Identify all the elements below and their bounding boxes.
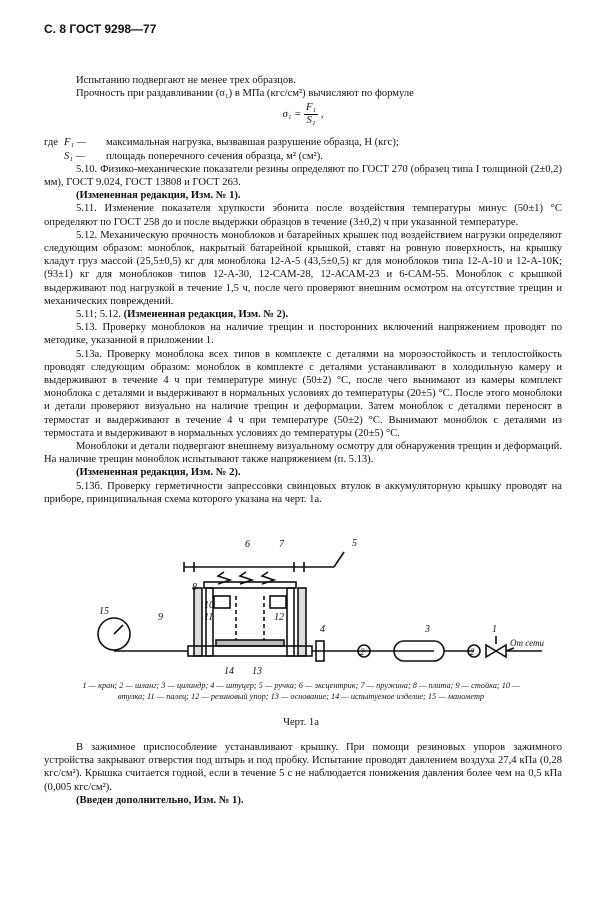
diagram-label: 2: [360, 647, 365, 657]
diagram-label: 10: [204, 600, 214, 611]
paragraph-monoblocks: Моноблоки и детали подвергают внешнему визуальному осмотру для обнаружения трещин и деформаций. На наличие трещин моноблок испытывают также напряжением (п. 5.13).: [44, 441, 562, 466]
diagram-label: 13: [252, 666, 262, 677]
paragraph: Прочность при раздавливании (σ₁) в МПа (кгс/см²) вычисляют по формуле: [76, 88, 414, 100]
amendment-note: (Введен дополнительно, Изм. № 1).: [76, 794, 244, 806]
definition-row: [44, 150, 562, 163]
paragraph-5-11: 5.11. Изменение показателя хрупкости эбонита после воздействия температуры минус (50±1) °С определяют по ГОСТ 258 до и после выдержки образцов в течение (3±0,2) ч при указанной температуре.: [44, 203, 562, 228]
plate: [204, 582, 296, 588]
definition-symbol: S₁ —: [64, 150, 86, 162]
definition-where: где: [44, 137, 58, 149]
paragraph-5-13b: 5.13б. Проверку герметичности запрессовки свинцовых втулок в аккумуляторную крышку проводят на приборе, принципиальная схема которого указана на черт. 1а.: [44, 480, 562, 505]
paragraph: Испытанию подвергают не менее трех образцов.: [76, 75, 296, 86]
diagram-label: 8: [192, 582, 197, 593]
definition-row: [44, 136, 562, 149]
diagram-label: 4: [320, 624, 325, 635]
amendment-note: (Измененная редакция, Изм. № 1).: [76, 190, 241, 202]
diagram-label: 9: [158, 612, 163, 623]
from-net-label: От сети: [510, 638, 545, 648]
paragraph-5-13a: 5.13а. Проверку моноблока всех типов в комплекте с деталями на морозостойкость и теплостойкость проводят следующим образом: моноблок в комплекте с деталями устанавливают в холодильную камеру и выдерживают в течение 4 ч при температуре минус (50±2) °С, после чего вынимают из камеры комплект моноблока с деталями и выдерживают в нормальных условиях до температуры (20±5) °С. После этого моноблоки и детали проверяют визуально на наличие трещин и деформации. Затем моноблок с деталями переносят в термостат и выдерживают в течение 4 ч при температуре (50±2) °С. Вынимают моноблок с деталями из термостата и выдерживают в нормальных условиях до температуры (20±5) °С.: [44, 348, 562, 439]
formula-tail: ,: [320, 109, 324, 121]
formula-fraction: [304, 102, 318, 127]
main-text: [44, 74, 562, 506]
formula-lhs: σ₁ =: [282, 109, 302, 121]
diagram-label: 3: [425, 624, 430, 635]
paragraph-5-12: 5.12. Механическую прочность моноблоков и батарейных крышек под воздействием нагрузки определяют следующим образом: моноблок, накрытый батарейной крышкой, ставят на ровную поверхность, на крышку кладут груз массой (25,5±0,5) кг для моноблока 12-А-5 (43,5±0,5) кг для моноблоков типа 12-А-10 и 12-А-10К; (93±1) кг для моноблоков типов 12-А-30, 12-САМ-28, 12-АСАМ-23 и 6-САМ-55. Моноблок с крышкой выдерживают под нагрузкой в течение 1,5 ч, после чего проверяют внешним осмотром на отсутствие трещин и механических повреждений.: [44, 229, 562, 307]
formula-numerator: F₁: [305, 102, 317, 114]
paragraph-final: В зажимное приспособление устанавливают крышку. При помощи резиновых упоров зажимного устройства закрывают отверстия под штырь и под пробку. Испытание проводят давлением воздуха 27,4 кПа (0,28 кгс/см²). Крышка считается годной, если в течение 5 с не наблюдается понижения давления более чем на 0,5 кПа (0,005 кгс/см²).: [44, 742, 562, 793]
amendment-note: (Измененная редакция, Изм. № 2).: [76, 467, 241, 479]
diagram-label: 12: [274, 612, 284, 623]
diagram-legend: 1 — кран; 2 — шланг; 3 — цилиндр; 4 — штуцер; 5 — ручка; 6 — эксцентрик; 7 — пружина; 8 — плита; 9 — стойка; 10 — втулка; 11 — палец; 12 — резиновый упор; 13 — основание; 14 — испытуемое изделие; 15 — манометр: [82, 681, 520, 701]
figure-caption: Черт. 1а: [283, 717, 319, 728]
definition-text: площадь поперечного сечения образца, м² (см²).: [106, 150, 323, 162]
amendment-note: (Измененная редакция, Изм. № 2).: [123, 309, 289, 321]
amendment-row: [44, 308, 562, 321]
test-item: [216, 640, 284, 646]
page-header: С. 8 ГОСТ 9298—77: [44, 22, 157, 36]
handle: [334, 552, 344, 567]
diagram-label: 2: [470, 647, 475, 657]
diagram-label: 5: [352, 538, 357, 549]
diagram-label: 11: [204, 612, 214, 623]
clause-numbers: 5.11; 5.12.: [76, 309, 121, 321]
formula: [44, 102, 562, 132]
bushing: [214, 596, 230, 608]
test-rig-diagram: [94, 524, 554, 684]
diagram-label: 6: [245, 539, 250, 550]
final-text: [44, 741, 562, 807]
diagram-label: 1: [492, 624, 497, 635]
paragraph-5-10: 5.10. Физико-механические показатели резины определяют по ГОСТ 270 (образец типа I толщиной (2±0,2) мм), ГОСТ 9.024, ГОСТ 13808 и ГОСТ 263.: [44, 163, 562, 189]
diagram-label: 7: [279, 539, 284, 550]
diagram-label: 14: [224, 666, 234, 677]
diagram-label: 15: [99, 606, 109, 617]
bushing: [270, 596, 286, 608]
paragraph-5-13: 5.13. Проверку моноблоков на наличие трещин и посторонних включений напряжением проводят по методике, указанной в приложении 1.: [44, 322, 562, 347]
definition-symbol: F₁ —: [64, 137, 87, 149]
definition-text: максимальная нагрузка, вызвавшая разрушение образца, Н (кгс);: [106, 137, 399, 149]
formula-denominator: S₁: [306, 115, 316, 127]
